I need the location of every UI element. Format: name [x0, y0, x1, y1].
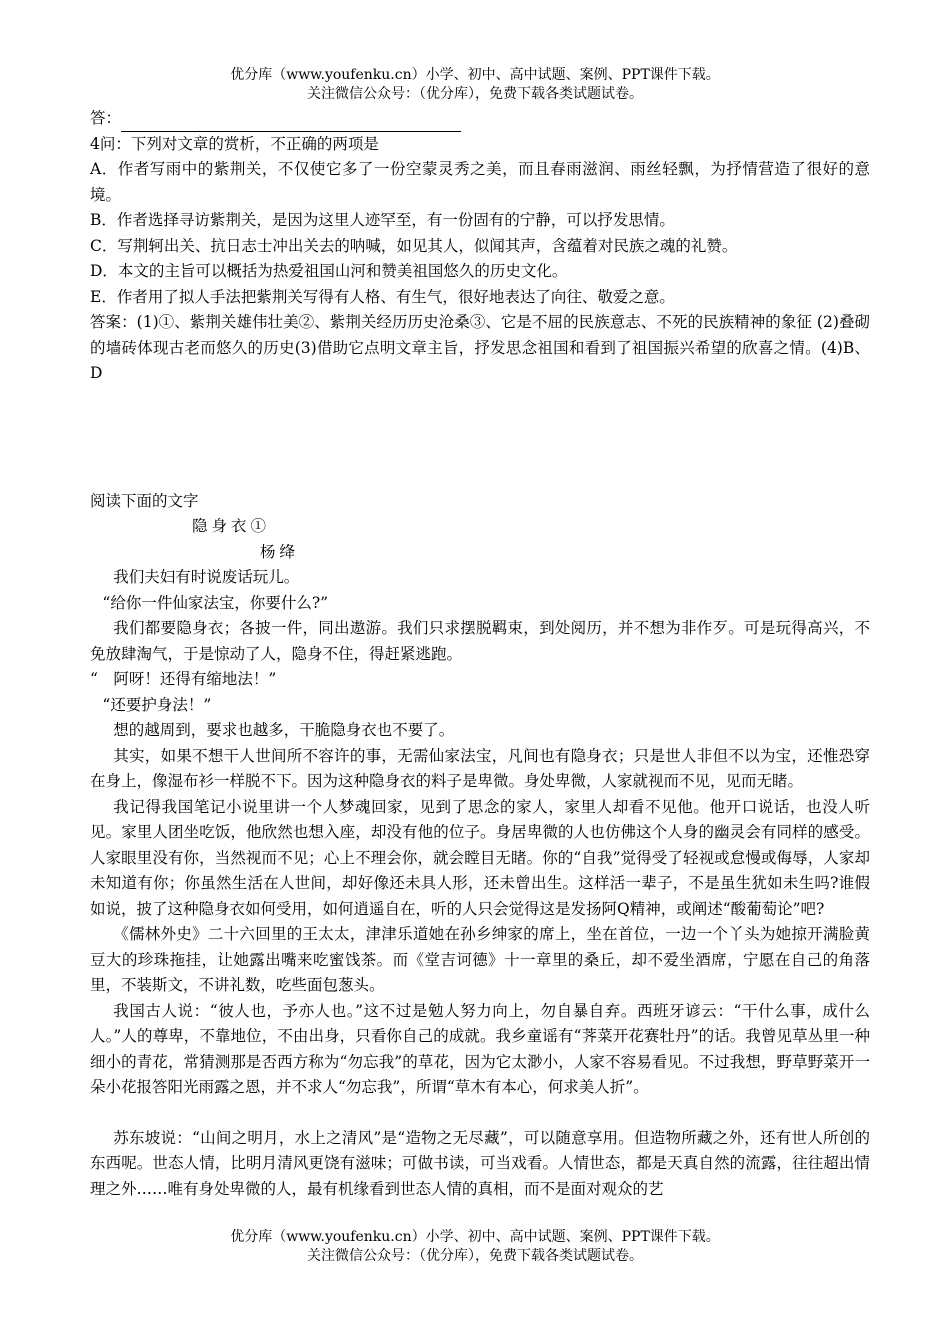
- option-d: D．本文的主旨可以概括为热爱祖国山河和赞美祖国悠久的历史文化。: [90, 262, 568, 280]
- article-title: 隐身衣①: [192, 517, 271, 535]
- option-a: A．作者写雨中的紫荆关，不仅使它多了一份空蒙灵秀之美，而且春雨滋润、雨丝轻飘，为抒情营造了很好的意境。: [90, 160, 870, 204]
- paragraph: 其实，如果不想干人世间所不容许的事，无需仙家法宝，凡间也有隐身衣；只是世人非但不以为宝，还惟恐穿在身上，像湿布衫一样脱不下。因为这种隐身衣的料子是卑微。身处卑微，人家就视而不见，见而无睹。: [90, 746, 870, 790]
- answer-blank-line: [90, 106, 870, 132]
- paragraph: 《儒林外史》二十六回里的王太太，津津乐道她在孙乡绅家的席上，坐在首位，一边一个丫头为她掠开满脸黄豆大的珍珠拖挂，让她露出嘴来吃蜜饯茶。而《堂吉诃德》十一章里的桑丘，却不爱坐酒席，宁愿在自己的角落里，不装斯文，不讲礼数，吃些面包葱头。: [90, 925, 870, 994]
- paragraph: 想的越周到，要求也越多，干脆隐身衣也不要了。: [113, 721, 455, 739]
- paragraph: “还要护身法！”: [102, 695, 212, 714]
- header-line-1: 优分库（www.youfenku.cn）小学、初中、高中试题、案例、PPT课件下载。: [230, 67, 720, 83]
- page-footer: [0, 1228, 950, 1266]
- answer-text: 答案：(1)①、紫荆关雄伟壮美②、紫荆关经历历史沧桑③、它是不屈的民族意志、不死的民族精神的象征 (2)叠砌的墙砖体现古老而悠久的历史(3)借助它点明文章主旨，抒发思念祖国和看到了祖国振兴希望的欣喜之情。(4)B、D: [90, 313, 870, 382]
- answer-label: 答：: [90, 109, 122, 127]
- paragraph: 苏东坡说：“山间之明月，水上之清风”是“造物之无尽藏”，可以随意享用。但造物所藏之外，还有世人所创的东西呢。世态人情，比明月清风更饶有滋味；可做书读，可当戏看。人情世态，都是天真自然的流露，往往超出情理之外……唯有身处卑微的人，最有机缘看到世态人情的真相，而不是面对观众的艺: [90, 1128, 870, 1198]
- spacer: [90, 387, 870, 489]
- spacer: [90, 1101, 870, 1126]
- paragraph: “ 阿呀！还得有缩地法！”: [90, 670, 277, 688]
- reading-intro: 阅读下面的文字: [90, 491, 199, 510]
- answer-underline: [121, 114, 461, 132]
- option-b: B．作者选择寻访紫荆关，是因为这里人迹罕至，有一份固有的宁静，可以抒发思情。: [90, 211, 675, 229]
- document-body: [90, 106, 870, 1202]
- paragraph: 我国古人说：“彼人也，予亦人也。”这不过是勉人努力向上，勿自暴自弃。西班牙谚云：“干什么事，成什么人。”人的尊卑，不靠地位，不由出身，只看你自己的成就。我乡童谣有“荠菜开花赛牡丹”的话。我曾见草丛里一种细小的青花，常猜测那是否西方称为“勿忘我”的草花，因为它太渺小，人家不容易看见。不过我想，野草野菜开一朵小花报答阳光雨露之恩，并不求人“勿忘我”，所谓“草木有本心，何求美人折”。: [90, 1001, 870, 1096]
- paragraph: 我们夫妇有时说废话玩儿。: [113, 568, 300, 586]
- paragraph: 我记得我国笔记小说里讲一个人梦魂回家，见到了思念的家人，家里人却看不见他。他开口说话，也没人听见。家里人团坐吃饭，他欣然也想入座，却没有他的位子。身居卑微的人也仿佛这个人身的幽灵会有同样的感受。人家眼里没有你，当然视而不见；心上不理会你，就会瞠目无睹。你的“自我”觉得受了轻视或怠慢或侮辱，人家却未知道有你；你虽然生活在人世间，却好像还未具人形，还未曾出生。这样活一辈子，不是虽生犹如未生吗?谁假如说，披了这种隐身衣如何受用，如何逍遥自在，听的人只会觉得这是发扬阿Q精神，或阐述“酸葡萄论”吧?: [90, 797, 870, 918]
- header-line-2: 关注微信公众号：（优分库），免费下载各类试题试卷。: [307, 86, 643, 102]
- page-header: [0, 66, 950, 104]
- question-4: 4问：下列对文章的赏析，不正确的两项是: [90, 134, 379, 153]
- paragraph: “给你一件仙家法宝，你要什么?”: [102, 593, 329, 612]
- paragraph: 我们都要隐身衣；各披一件，同出遨游。我们只求摆脱羁束，到处阅历，并不想为非作歹。可是玩得高兴，不免放肆淘气，于是惊动了人，隐身不住，得赶紧逃跑。: [90, 619, 870, 663]
- article-author: 杨绛: [260, 542, 300, 561]
- footer-line-2: 关注微信公众号：（优分库），免费下载各类试题试卷。: [307, 1248, 643, 1264]
- option-e: E．作者用了拟人手法把紫荆关写得有人格、有生气，很好地表达了向往、敬爱之意。: [90, 287, 675, 306]
- footer-line-1: 优分库（www.youfenku.cn）小学、初中、高中试题、案例、PPT课件下载。: [230, 1229, 720, 1245]
- option-c: C．写荆轲出关、抗日志士冲出关去的呐喊，如见其人，似闻其声，含蕴着对民族之魂的礼赞。: [90, 236, 738, 255]
